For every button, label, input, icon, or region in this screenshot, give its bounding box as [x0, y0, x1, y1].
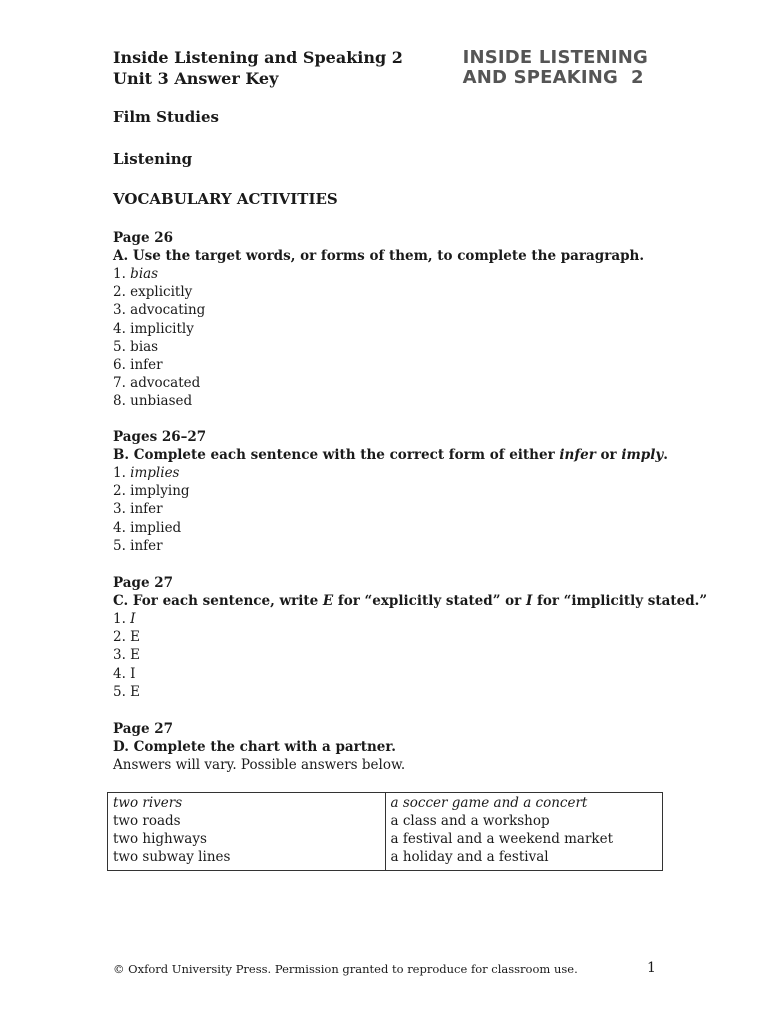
topic-heading: Film Studies	[113, 108, 219, 126]
activity-d	[113, 720, 405, 774]
cell-line: two subway lines	[113, 849, 231, 865]
activity-a	[113, 229, 644, 411]
page-label: Page 27	[113, 575, 174, 591]
subsection-heading: VOCABULARY ACTIVITIES	[113, 190, 338, 208]
list-item: 2. E	[113, 629, 141, 646]
activity-b	[113, 428, 668, 555]
answer-list	[113, 265, 644, 411]
list-item: 4. I	[113, 665, 136, 682]
cell-line: a soccer game and a concert	[390, 795, 588, 811]
cell-line: two rivers	[113, 795, 183, 811]
instruction: A. Use the target words, or forms of them, to complete the paragraph.	[113, 248, 645, 264]
unit-title: Unit 3 Answer Key	[113, 69, 279, 88]
logo-line-2: AND SPEAKING 2	[462, 67, 644, 88]
list-item: 3. advocating	[113, 302, 206, 319]
list-item: 3. infer	[113, 501, 163, 518]
list-item: 4. implied	[113, 519, 182, 536]
activity-c	[113, 574, 707, 701]
cell-line: a holiday and a festival	[390, 849, 549, 865]
table-cell-right	[385, 793, 663, 871]
cell-line: two roads	[113, 813, 181, 829]
cell-line: a class and a workshop	[390, 813, 550, 829]
list-item: 5. infer	[113, 537, 163, 554]
answer-list	[113, 610, 707, 701]
instruction: D. Complete the chart with a partner.	[113, 739, 396, 755]
answer-note: Answers will vary. Possible answers below.	[113, 757, 406, 773]
list-item: 4. implicitly	[113, 320, 194, 337]
cell-line: a festival and a weekend market	[390, 831, 614, 847]
table-row	[108, 793, 663, 871]
list-item: 8. unbiased	[113, 393, 193, 410]
page-number: 1	[647, 960, 656, 976]
table-cell-left	[108, 793, 386, 871]
list-item: 1. I	[113, 611, 136, 627]
answer-list	[113, 464, 668, 555]
list-item: 1. bias	[113, 266, 159, 282]
list-item: 7. advocated	[113, 375, 201, 392]
section-heading: Listening	[113, 150, 193, 168]
publisher-logo	[463, 48, 648, 88]
page-label: Page 26	[113, 230, 174, 246]
list-item: 1. implies	[113, 465, 180, 481]
page-label: Pages 26–27	[113, 429, 207, 445]
list-item: 6. infer	[113, 357, 163, 374]
footer-copyright: © Oxford University Press. Permission granted to reproduce for classroom use.	[113, 962, 578, 976]
document-title: Inside Listening and Speaking 2	[113, 48, 403, 67]
answer-chart	[107, 792, 663, 871]
logo-line-1: INSIDE LISTENING	[462, 47, 648, 68]
list-item: 5. bias	[113, 338, 159, 355]
cell-line: two highways	[113, 831, 207, 847]
list-item: 2. implying	[113, 483, 190, 500]
list-item: 3. E	[113, 647, 141, 664]
list-item: 5. E	[113, 683, 141, 700]
instruction: C. For each sentence, write E for “explicitly stated” or I for “implicitly stated.”	[113, 593, 708, 609]
list-item: 2. explicitly	[113, 284, 193, 301]
instruction: B. Complete each sentence with the correct form of either infer or imply.	[113, 447, 668, 463]
page-label: Page 27	[113, 721, 174, 737]
